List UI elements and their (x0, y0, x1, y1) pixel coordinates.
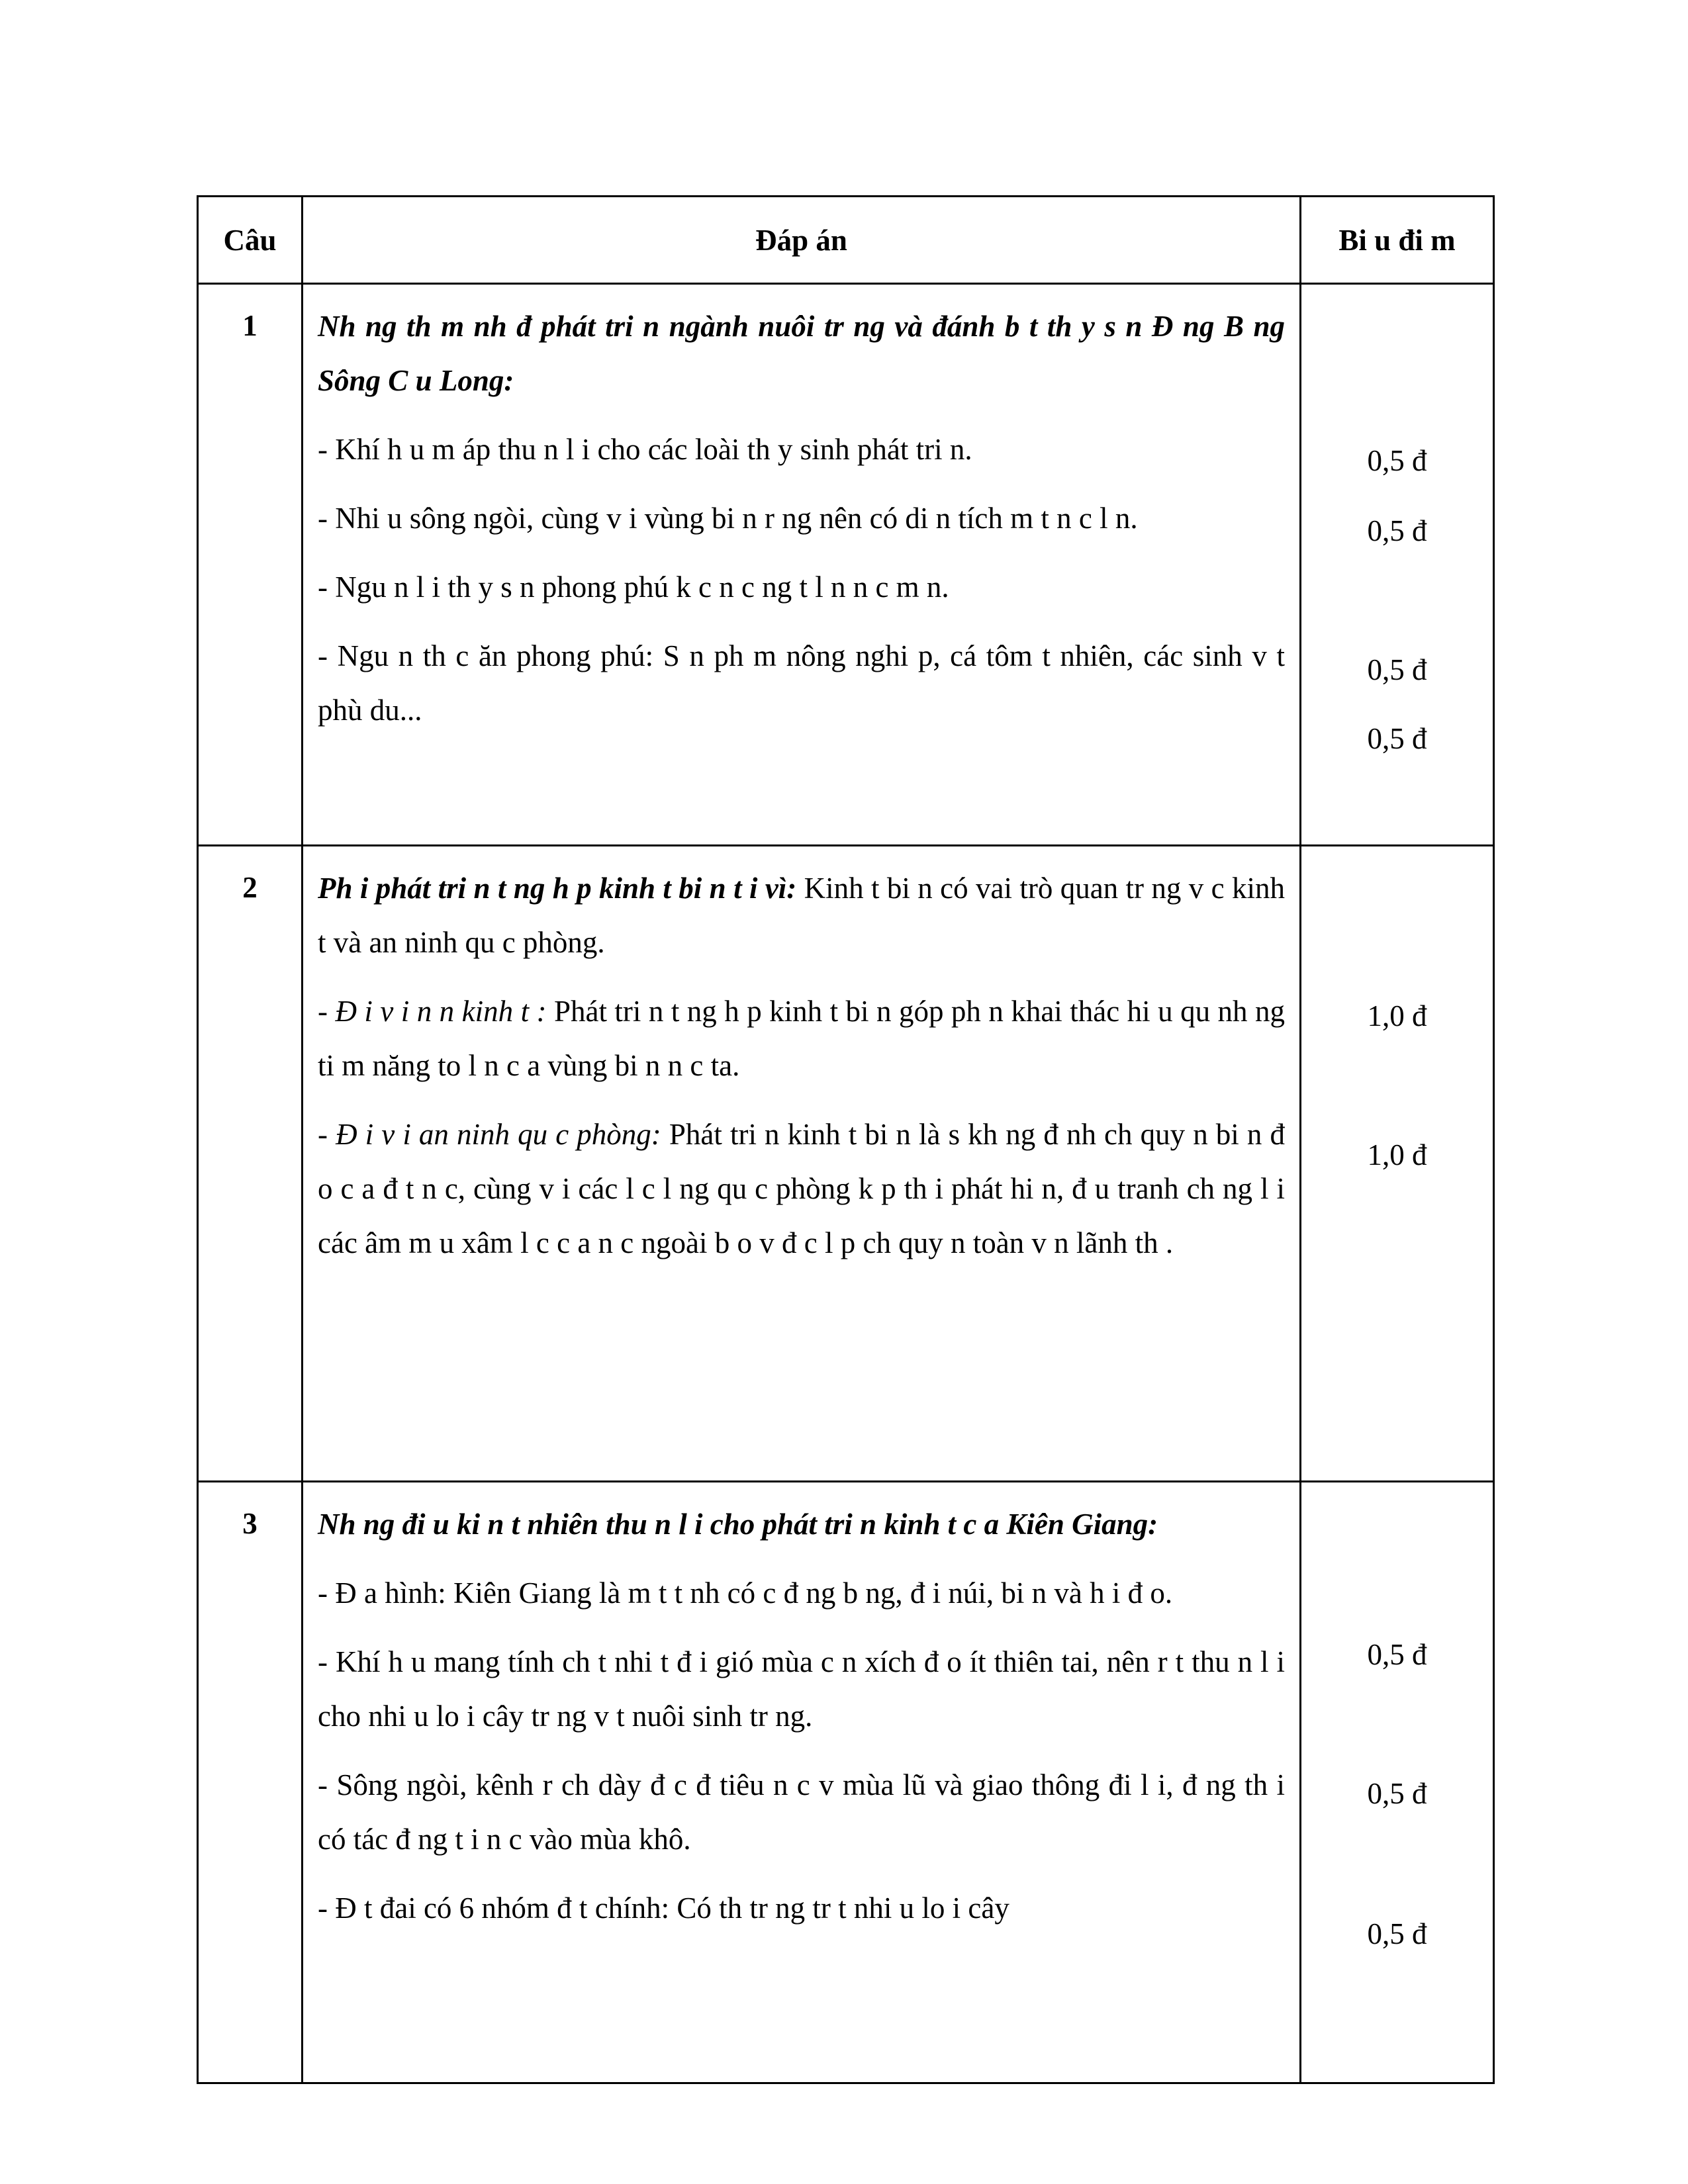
answer-item: - Khí h u m áp thu n l i cho các loài th y sinh phát tri n. (318, 433, 972, 466)
answer-item: - Sông ngòi, kênh r ch dày đ c đ tiêu n c v mùa lũ và giao thông đi l i, đ ng th i có tác đ ng t i n c vào mùa khô. (318, 1768, 1285, 1856)
header-bieu-diem: Bi u đi m (1301, 197, 1494, 284)
table-row (198, 846, 1494, 1482)
answer-intro (318, 861, 1285, 970)
answer-item-text: Phát tri n t ng h p kinh t bi n góp ph n khai thác hi u qu nh ng ti m năng to l n c a vùng bi n n c ta. (318, 995, 1285, 1082)
score-value: 1,0 đ (1367, 999, 1427, 1032)
answer-content (303, 1482, 1301, 2083)
header-row (198, 197, 1494, 284)
answer-table (197, 195, 1495, 2084)
answer-item: - Ngu n l i th y s n phong phú k c n c ng t l n n c m n. (318, 570, 949, 604)
score-value: 0,5 đ (1367, 722, 1427, 755)
answer-item (318, 1107, 1285, 1270)
question-number: 3 (198, 1482, 303, 2083)
score-value: 0,5 đ (1367, 653, 1427, 686)
question-number: 1 (198, 284, 303, 846)
answer-item: - Ngu n th c ăn phong phú: S n ph m nông nghi p, cá tôm t nhiên, các sinh v t phù du... (318, 639, 1285, 727)
score-value: 0,5 đ (1367, 1777, 1427, 1810)
answer-item: - Nhi u sông ngòi, cùng v i vùng bi n r ng nên có di n tích m t n c l n. (318, 502, 1138, 535)
table-row (198, 1482, 1494, 2083)
answer-heading: Nh ng th m nh đ phát tri n ngành nuôi tr ng và đánh b t th y s n Đ ng B ng Sông C u Long: (318, 310, 1285, 397)
table-row (198, 284, 1494, 846)
score-value: 0,5 đ (1367, 1638, 1427, 1671)
answer-item: - Đ t đai có 6 nhóm đ t chính: Có th tr ng tr t nhi u lo i cây (318, 1891, 1009, 1925)
score-value: 0,5 đ (1367, 1917, 1427, 1950)
score-value: 0,5 đ (1367, 514, 1427, 547)
answer-heading: Nh ng đi u ki n t nhiên thu n l i cho phát tri n kinh t c a Kiên Giang: (318, 1508, 1158, 1541)
score-value: 0,5 đ (1367, 444, 1427, 477)
header-cau: Câu (198, 197, 303, 284)
answer-item-label: - Đ i v i an ninh qu c phòng: (318, 1118, 661, 1151)
score-cell (1301, 284, 1494, 846)
answer-heading: Ph i phát tri n t ng h p kinh t bi n t i vì: (318, 872, 797, 905)
answer-item: - Khí h u mang tính ch t nhi t đ i gió mùa c n xích đ o ít thiên tai, nên r t thu n l i cho nhi u lo i cây tr ng v t nuôi sinh tr ng. (318, 1645, 1285, 1733)
score-value: 1,0 đ (1367, 1138, 1427, 1171)
score-cell (1301, 1482, 1494, 2083)
answer-item-text: Phát tri n kinh t bi n là s kh ng đ nh ch quy n bi n đ o c a đ t n c, cùng v i các l c l ng qu c phòng k p th i phát hi n, đ u tranh ch ng l i các âm m u xâm l c c a n c ngoài b o v đ c l p ch quy n toàn v n lãnh th . (318, 1118, 1285, 1259)
question-number: 2 (198, 846, 303, 1482)
answer-item (318, 984, 1285, 1093)
answer-content (303, 284, 1301, 846)
score-cell (1301, 846, 1494, 1482)
answer-content (303, 846, 1301, 1482)
answer-heading-rest: Kinh t bi n có vai trò quan tr ng v c kinh t và an ninh qu c phòng. (318, 872, 1285, 959)
header-dap-an: Đáp án (303, 197, 1301, 284)
answer-item: - Đ a hình: Kiên Giang là m t t nh có c đ ng b ng, đ i núi, bi n và h i đ o. (318, 1576, 1173, 1610)
answer-item-label: - Đ i v i n n kinh t : (318, 995, 547, 1028)
